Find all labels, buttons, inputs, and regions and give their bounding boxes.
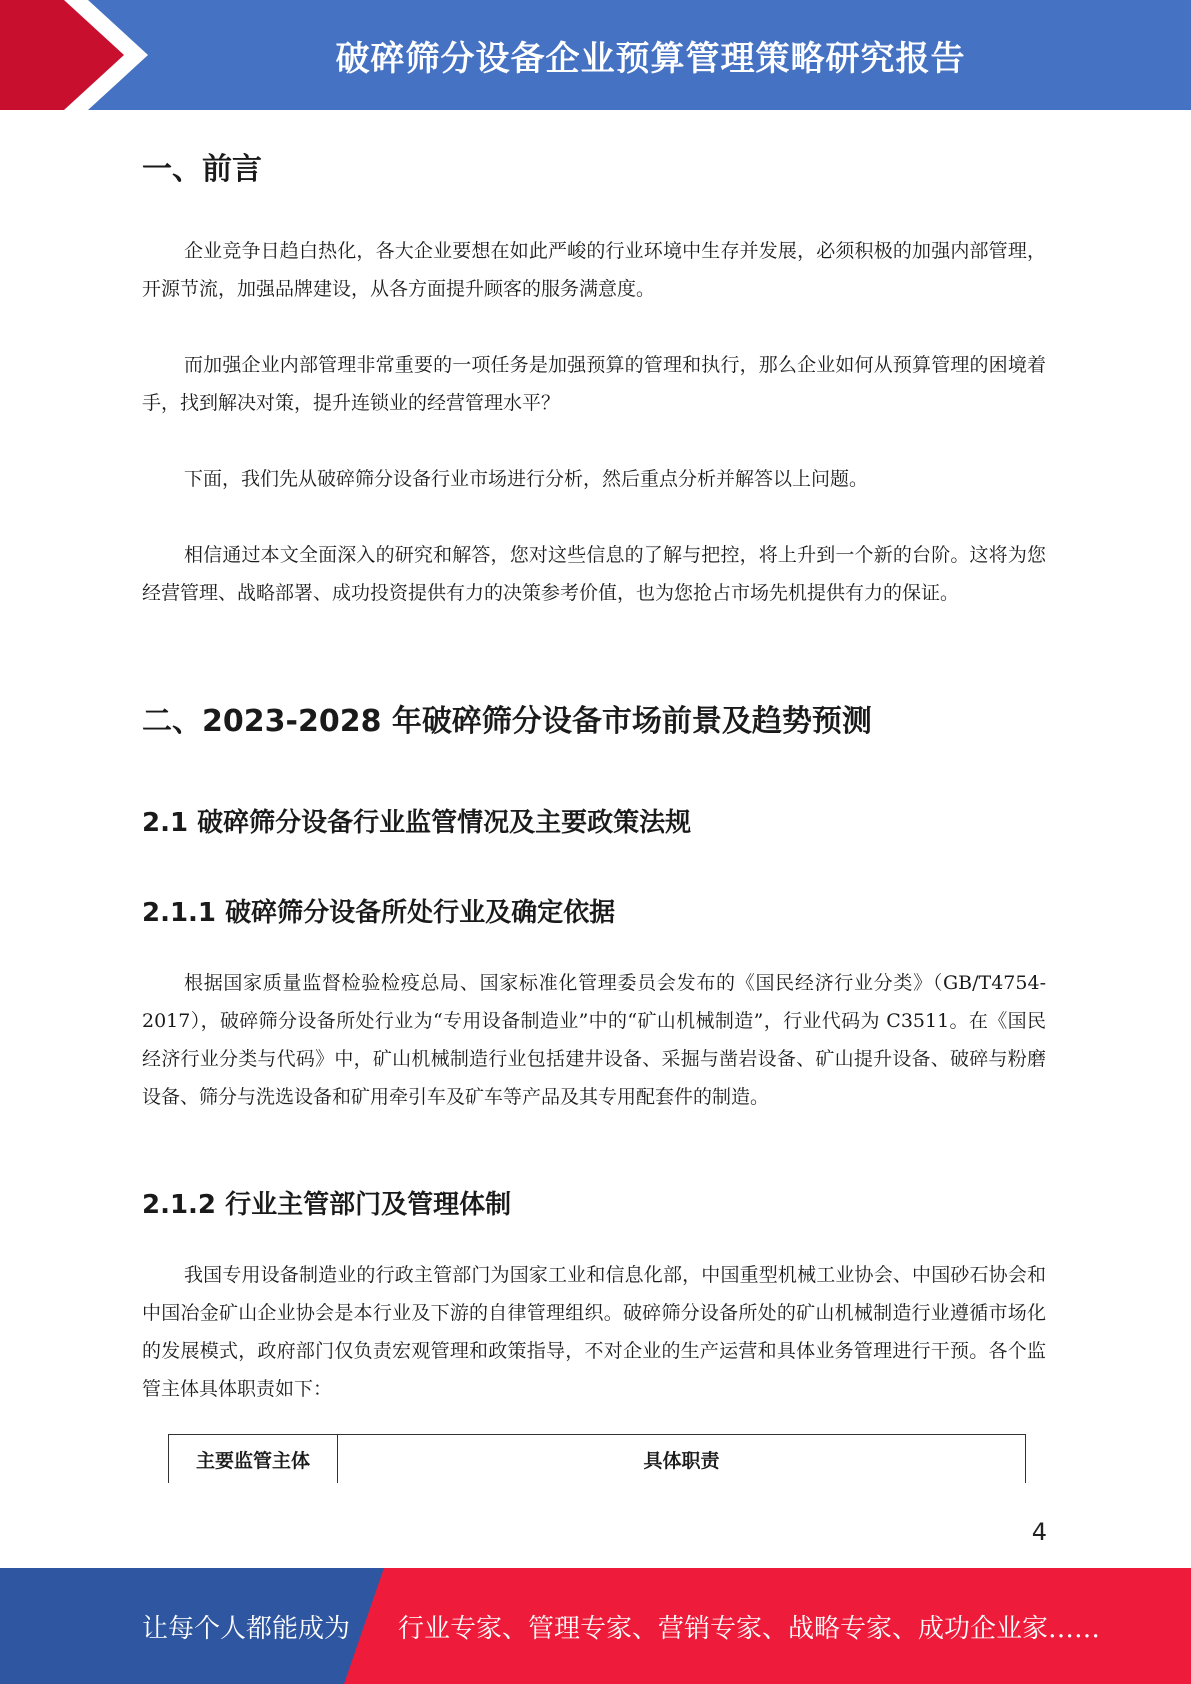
regulators-table — [168, 1434, 1026, 1483]
section-heading-preface: 一、前言 — [142, 152, 262, 187]
footer-banner — [0, 1568, 1191, 1684]
paragraph: 下面，我们先从破碎筛分设备行业市场进行分析，然后重点分析并解答以上问题。 — [184, 468, 869, 490]
paragraph: 我国专用设备制造业的行政主管部门为国家工业和信息化部，中国重型机械工业协会、中国砂石协会和中国冶金矿山企业协会是本行业及下游的自律管理组织。破碎筛分设备所处的矿山机械制造行业遵循市场化的发展模式，政府部门仅负责宏观管理和政策指导，不对企业的生产运营和具体业务管理进行干预。各个监管主体具体职责如下： — [142, 1264, 1046, 1400]
document-title: 破碎筛分设备企业预算管理策略研究报告 — [335, 38, 966, 79]
footer-slogan-right: 行业专家、管理专家、营销专家、战略专家、成功企业家…… — [398, 1613, 1101, 1644]
footer-slogan-left: 让每个人都能成为 — [142, 1613, 351, 1644]
subsection-heading-authorities: 2.1.2 行业主管部门及管理体制 — [142, 1190, 512, 1220]
table-header-duties: 具体职责 — [643, 1449, 720, 1472]
header-band — [0, 0, 1191, 110]
paragraph: 相信通过本文全面深入的研究和解答，您对这些信息的了解与把控，将上升到一个新的台阶。这将为您经营管理、战略部署、成功投资提供有力的决策参考价值，也为您抢占市场先机提供有力的保证。 — [142, 544, 1046, 604]
paragraph: 根据国家质量监督检验检疫总局、国家标准化管理委员会发布的《国民经济行业分类》（GB/T4754-2017），破碎筛分设备所处行业为“专用设备制造业”中的“矿山机械制造”，行业代码为 C3511。在《国民经济行业分类与代码》中，矿山机械制造行业包括建井设备、采掘与凿岩设备、矿山提升设备、破碎与粉磨设备、筛分与洗选设备和矿用牵引车及矿车等产品及其专用配套件的制造。 — [142, 972, 1046, 1108]
paragraph: 企业竞争日趋白热化，各大企业要想在如此严峻的行业环境中生存并发展，必须积极的加强内部管理，开源节流，加强品牌建设，从各方面提升顾客的服务满意度。 — [142, 240, 1046, 300]
subsection-heading-regulation: 2.1 破碎筛分设备行业监管情况及主要政策法规 — [142, 808, 692, 838]
page-number: 4 — [1031, 1518, 1047, 1546]
table-header-regulator: 主要监管主体 — [169, 1435, 338, 1483]
paragraph: 而加强企业内部管理非常重要的一项任务是加强预算的管理和执行，那么企业如何从预算管理的困境着手，找到解决对策，提升连锁业的经营管理水平？ — [142, 354, 1046, 414]
section-heading-market-outlook: 二、2023-2028 年破碎筛分设备市场前景及趋势预测 — [142, 704, 872, 739]
subsection-heading-industry-classification: 2.1.1 破碎筛分设备所处行业及确定依据 — [142, 898, 616, 928]
